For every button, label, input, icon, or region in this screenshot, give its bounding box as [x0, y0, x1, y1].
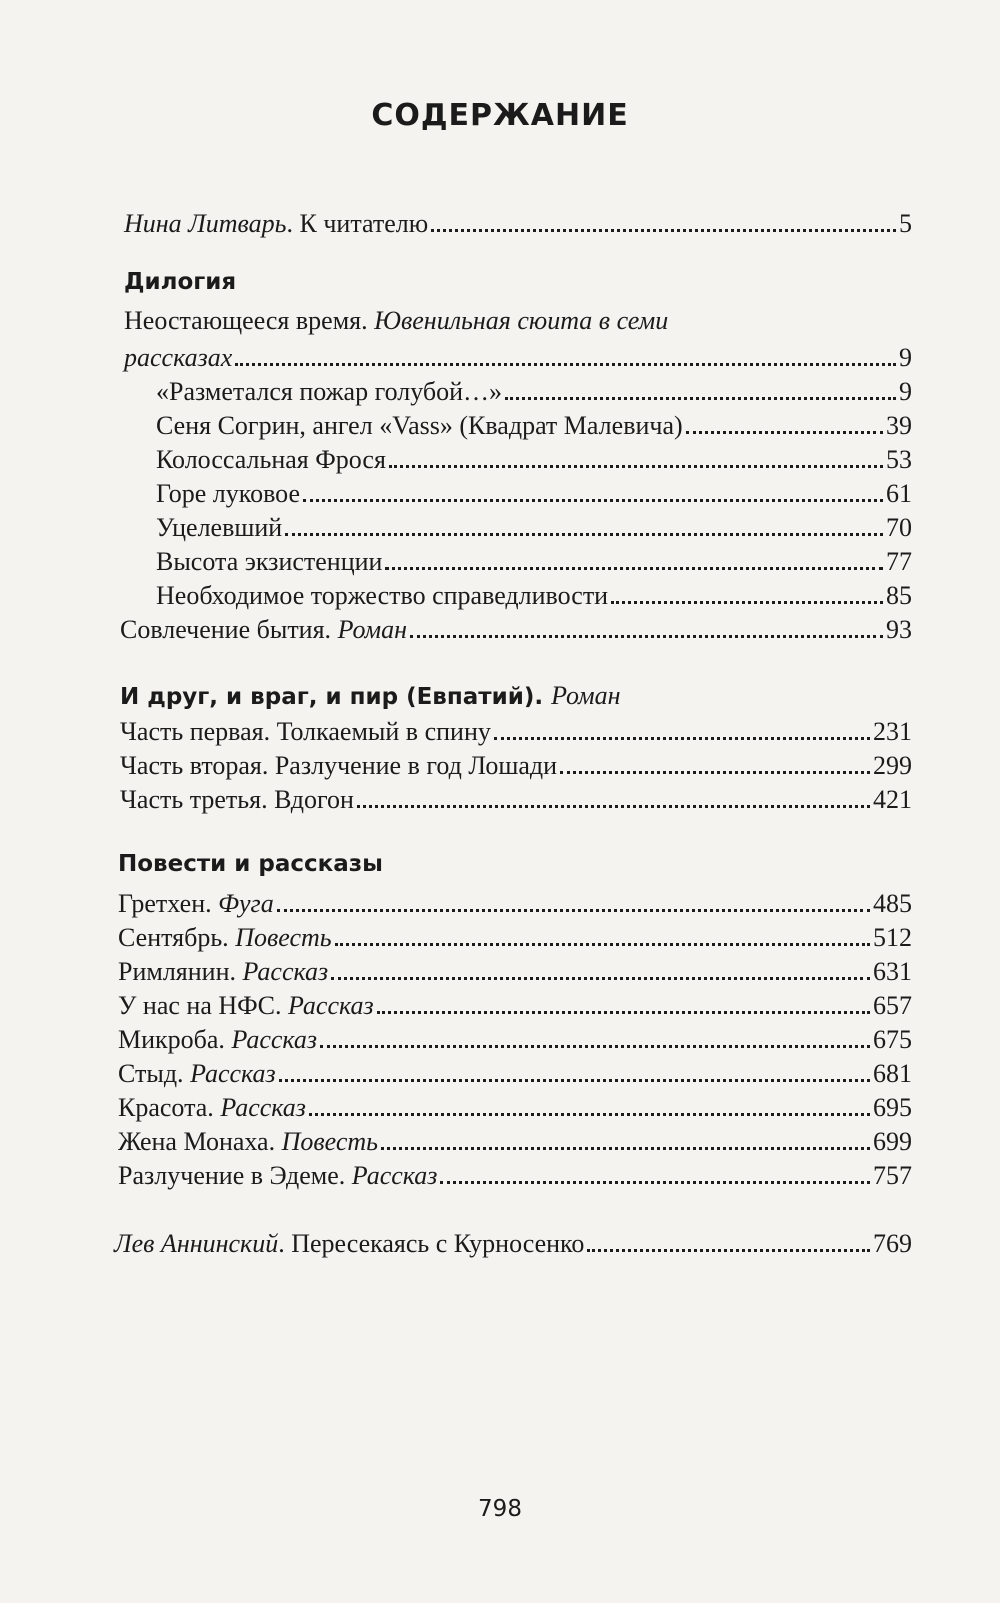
entry-subtitle: Рассказ: [288, 991, 374, 1020]
leader-dots: [686, 431, 883, 434]
toc-entry-sent: [118, 919, 912, 953]
entry-title: Колоссальная Фрося: [156, 445, 386, 474]
entry-page: 512: [873, 923, 912, 952]
entry-title: Сентябрь.: [118, 923, 236, 952]
entry-title: Часть вторая. Разлучение в год Лошади: [120, 751, 558, 780]
toc-entry-gretch: [118, 885, 912, 919]
leader-dots: [381, 1147, 870, 1150]
entry-title: Гретхен.: [118, 889, 219, 918]
toc-entry-zhena: [118, 1123, 912, 1157]
heading-title: И друг, и враг, и пир (Евпатий).: [120, 684, 552, 710]
toc-entry-razm: [156, 373, 912, 407]
entry-title: «Разметался пожар голубой…»: [156, 377, 503, 406]
entry-title: Уцелевший: [156, 513, 283, 542]
entry-title: Горе луковое: [156, 479, 301, 508]
toc-entry-part1: [120, 713, 912, 747]
toc-entry-nfs: [118, 987, 912, 1021]
entry-title: Стыд.: [118, 1059, 191, 1088]
toc-entry-intro: [124, 205, 912, 239]
toc-entry-mikr: [118, 1021, 912, 1055]
entry-author: Лев Аннинский: [114, 1229, 279, 1258]
leader-dots: [309, 1113, 870, 1116]
leader-dots: [285, 533, 883, 536]
entry-page: 5: [899, 209, 912, 238]
entry-title: Сеня Согрин, ангел «Vass» (Квадрат Малевича): [156, 411, 683, 440]
leader-dots: [611, 601, 883, 604]
leader-dots: [410, 635, 883, 638]
entry-page: 695: [873, 1093, 912, 1122]
entry-page: 85: [886, 581, 912, 610]
entry-title: Красота.: [118, 1093, 221, 1122]
entry-subtitle: Рассказ: [190, 1059, 276, 1088]
leader-dots: [440, 1181, 870, 1184]
entry-title: Высота экзистенции: [156, 547, 383, 576]
toc-entry-part2: [120, 747, 912, 781]
entry-author: Нина Литварь: [124, 209, 287, 238]
toc-entry-gore: [156, 475, 912, 509]
leader-dots: [335, 943, 870, 946]
section-heading-povesti: Повести и рассказы: [118, 851, 383, 877]
toc-entry-neostay-line2: [124, 339, 912, 373]
entry-page: 681: [873, 1059, 912, 1088]
page-number: 798: [478, 1496, 522, 1522]
leader-dots: [389, 465, 883, 468]
entry-page: 657: [873, 991, 912, 1020]
entry-page: 699: [873, 1127, 912, 1156]
entry-page: 93: [886, 615, 912, 644]
section-heading-dilogy: Дилогия: [124, 269, 237, 295]
leader-dots: [505, 397, 896, 400]
section-heading-drug: [120, 679, 621, 713]
entry-page: 61: [886, 479, 912, 508]
entry-title: Неостающееся время.: [124, 306, 375, 335]
entry-page: 769: [873, 1229, 912, 1258]
toc-entry-neostay-line1: [124, 304, 668, 338]
entry-title: Микроба.: [118, 1025, 232, 1054]
entry-page: 53: [886, 445, 912, 474]
entry-subtitle: Повесть: [281, 1127, 379, 1156]
entry-subtitle: Рассказ: [351, 1161, 438, 1190]
entry-title: Часть первая. Толкаемый в спину: [120, 717, 491, 746]
entry-subtitle: рассказах: [124, 343, 233, 372]
toc-entry-styd: [118, 1055, 912, 1089]
leader-dots: [494, 737, 870, 740]
leader-dots: [560, 771, 870, 774]
leader-dots: [431, 229, 896, 232]
toc-entry-razl: [118, 1157, 912, 1191]
leader-dots: [279, 1079, 870, 1082]
leader-dots: [331, 977, 870, 980]
toc-entry-kras: [118, 1089, 912, 1123]
entry-subtitle: Рассказ: [231, 1025, 318, 1054]
entry-subtitle: Роман: [337, 615, 408, 644]
entry-title: Жена Монаха.: [118, 1127, 282, 1156]
entry-subtitle: Повесть: [235, 923, 332, 952]
entry-subtitle: Фуга: [218, 889, 274, 918]
leader-dots: [320, 1045, 870, 1048]
leader-dots: [377, 1011, 870, 1014]
entry-page: 9: [899, 377, 912, 406]
toc-entry-lev: [114, 1225, 912, 1259]
entry-page: 231: [873, 717, 912, 746]
leader-dots: [357, 805, 870, 808]
entry-page: 77: [886, 547, 912, 576]
entry-title: Римлянин.: [118, 957, 243, 986]
entry-page: 9: [899, 343, 912, 372]
entry-page: 39: [886, 411, 912, 440]
toc-entry-part3: [120, 781, 912, 815]
entry-page: 70: [886, 513, 912, 542]
leader-dots: [587, 1249, 870, 1252]
entry-title: Необходимое торжество справедливости: [156, 581, 609, 610]
toc-entry-senya: [156, 407, 912, 441]
entry-page: 757: [873, 1161, 912, 1190]
toc-entry-ucel: [156, 509, 912, 543]
leader-dots: [277, 909, 870, 912]
entry-subtitle: Ювенильная сюита в семи: [374, 306, 669, 335]
page-title: СОДЕРЖАНИЕ: [371, 98, 629, 133]
leader-dots: [385, 567, 883, 570]
entry-page: 299: [873, 751, 912, 780]
entry-title: Совлечение бытия.: [120, 615, 338, 644]
entry-subtitle: Рассказ: [220, 1093, 306, 1122]
toc-entry-riml: [118, 953, 912, 987]
toc-entry-vysota: [156, 543, 912, 577]
toc-entry-torzh: [156, 577, 912, 611]
leader-dots: [303, 499, 883, 502]
toc-entry-sovl: [120, 611, 912, 645]
entry-page: 421: [873, 785, 912, 814]
entry-title: У нас на НФС.: [118, 991, 289, 1020]
entry-title: Часть третья. Вдогон: [120, 785, 354, 814]
entry-title: Разлучение в Эдеме.: [118, 1161, 352, 1190]
entry-subtitle: Рассказ: [242, 957, 329, 986]
heading-subtitle: Роман: [551, 681, 621, 710]
entry-title: . Пересекаясь с Курносенко: [278, 1229, 585, 1258]
entry-page: 675: [873, 1025, 912, 1054]
entry-title: . К читателю: [286, 209, 429, 238]
toc-entry-frosya: [156, 441, 912, 475]
entry-page: 485: [873, 889, 912, 918]
leader-dots: [235, 363, 896, 366]
entry-page: 631: [873, 957, 912, 986]
